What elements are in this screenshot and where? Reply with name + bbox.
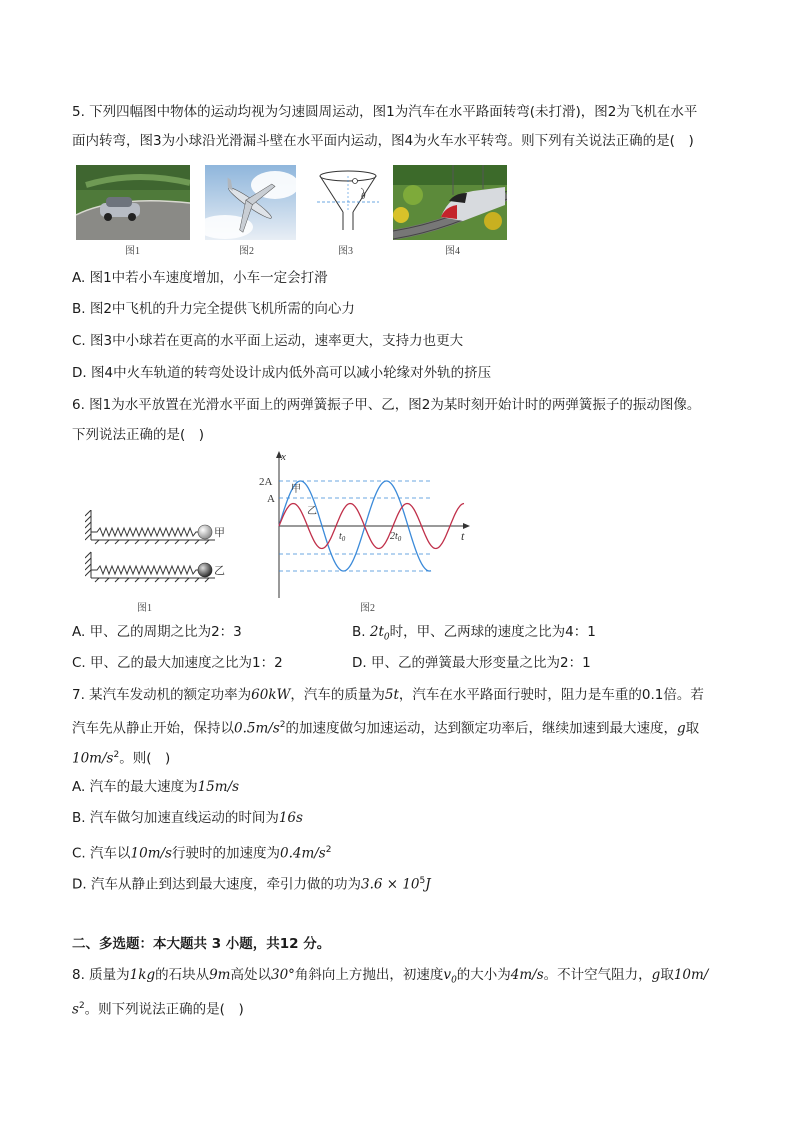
q8-stem-line2: $s^2$。则下列说法正确的是( ) — [72, 1001, 244, 1018]
q6-figure2-x-label: t — [461, 529, 465, 543]
q6-option-c: C. 甲、乙的最大加速度之比为1：2 — [72, 655, 283, 671]
q6-figure2-2t0-label: $2t_0$ — [390, 531, 402, 543]
q6-figure2-label-yi: 乙 — [307, 506, 317, 517]
q6-figure2-t0-label: $t_0$ — [339, 531, 346, 543]
q5-figure1-car-photo — [76, 165, 190, 240]
q6-figure2-y-label: x — [281, 451, 286, 463]
q7-option-a: A. 汽车的最大速度为15m/s — [72, 779, 240, 795]
q5-caption-fig4: 图4 — [445, 246, 460, 257]
q7-stem-line3: $10m/s^2$。则( ) — [72, 750, 171, 767]
q7-stem-line1: 7. 某汽车发动机的额定功率为60kW，汽车的质量为5t，汽车在水平路面行驶时，阻力是车重的0.1倍。若 — [72, 687, 704, 703]
q6-figure1-label-jia: 甲 — [214, 526, 225, 539]
q5-caption-fig3: 图3 — [338, 246, 353, 257]
q6-figure1-label-yi: 乙 — [214, 564, 225, 577]
section-2-title: 二、多选题：本大题共 3 小题，共12 分。 — [72, 936, 331, 952]
q6-stem-line2: 下列说法正确的是( ) — [72, 427, 205, 443]
q5-stem-line2: 面内转弯，图3为小球沿光滑漏斗壁在水平面内运动，图4为火车水平转弯。则下列有关说法正确的是( ) — [72, 133, 694, 149]
q5-option-a: A. 图1中若小车速度增加，小车一定会打滑 — [72, 270, 328, 286]
q5-figure4-train-photo — [393, 165, 507, 240]
q5-option-b: B. 图2中飞机的升力完全提供飞机所需的向心力 — [72, 301, 355, 317]
q7-option-b: B. 汽车做匀加速直线运动的时间为16s — [72, 810, 303, 826]
q6-option-d: D. 甲、乙的弹簧最大形变量之比为2：1 — [352, 655, 591, 671]
q5-option-d: D. 图4中火车轨道的转弯处设计成内低外高可以减小轮缘对外轨的挤压 — [72, 365, 492, 381]
q6-option-a: A. 甲、乙的周期之比为2：3 — [72, 624, 242, 640]
q6-figure2-xt-graph — [255, 448, 475, 606]
q5-stem-line1: 5. 下列四幅图中物体的运动均视为匀速圆周运动，图1为汽车在水平路面转弯(未打滑)，图2为飞机在水平 — [72, 104, 698, 120]
q6-option-b: B. $2t_0$时，甲、乙两球的速度之比为4：1 — [352, 624, 596, 643]
q6-stem-line1: 6. 图1为水平放置在光滑水平面上的两弹簧振子甲、乙，图2为某时刻开始计时的两弹簧振子的振动图像。 — [72, 397, 701, 413]
q6-figure2-label-A: A — [267, 493, 275, 505]
q5-figure3-angle-label: θ — [361, 191, 366, 201]
q6-figure2-label-2A: 2A — [259, 476, 273, 488]
q7-option-c: C. 汽车以10m/s行驶时的加速度为$0.4m/s^2$ — [72, 845, 332, 862]
q6-figure2-label-jia: 甲 — [291, 484, 301, 495]
q5-caption-fig2: 图2 — [239, 246, 254, 257]
q6-figure1-springs — [85, 510, 235, 585]
q5-option-c: C. 图3中小球若在更高的水平面上运动，速率更大，支持力也更大 — [72, 333, 464, 349]
q8-stem-line1: 8. 质量为1kg的石块从9m高处以30°角斜向上方抛出，初速度$v_0$的大小为4m/s。不计空气阻力，g取10m/ — [72, 967, 709, 986]
q6-figure2-caption: 图2 — [360, 603, 375, 614]
q7-option-d: D. 汽车从静止到达到最大速度，牵引力做的功为$3.6 \times 10^5J$ — [72, 876, 431, 893]
q5-caption-fig1: 图1 — [125, 246, 140, 257]
q7-stem-line2: 汽车先从静止开始，保持以$0.5m/s^2$的加速度做匀加速运动，达到额定功率后，继续加速到最大速度，g取 — [72, 720, 700, 737]
q6-figure1-caption: 图1 — [137, 603, 152, 614]
q5-figure2-airplane-photo — [205, 165, 296, 240]
q5-figure3-funnel-diagram — [315, 168, 381, 236]
